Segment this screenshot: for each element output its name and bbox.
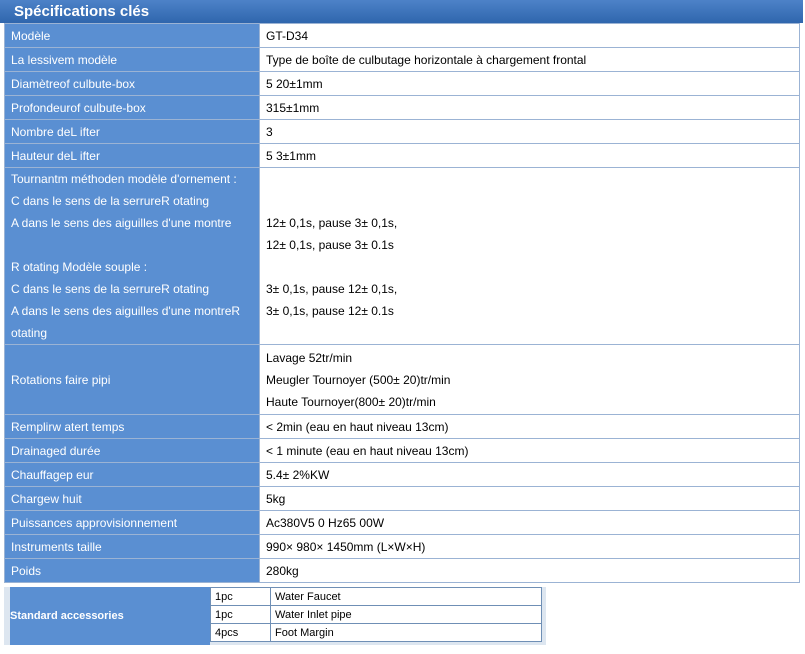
table-row <box>211 606 542 624</box>
rotation-value <box>260 168 800 345</box>
spec-value: 5.4± 2%KW <box>260 463 800 487</box>
spec-value: GT-D34 <box>260 24 800 48</box>
spec-value: 990× 980× 1450mm (L×W×H) <box>260 535 800 559</box>
rotation-label-line: C dans le sens de la serrureR otating <box>11 282 210 296</box>
rotation-value-line: 12± 0,1s, pause 3± 0.1s <box>266 238 394 252</box>
accessories-table <box>210 587 542 642</box>
spec-label: Profondeurof culbute-box <box>5 96 260 120</box>
rotation-label-line: Tournantm méthoden modèle d'ornement : <box>11 172 237 186</box>
table-row <box>211 624 542 642</box>
table-row <box>5 96 800 120</box>
spec-label: Chargew huit <box>5 487 260 511</box>
spec-label: Poids <box>5 559 260 583</box>
rotation-label-spacer <box>11 234 259 256</box>
accessory-qty: 1pc <box>211 588 271 606</box>
table-row <box>5 511 800 535</box>
speed-value-line: Meugler Tournoyer (500± 20)tr/min <box>266 372 451 387</box>
table-row <box>5 487 800 511</box>
spec-label: Instruments taille <box>5 535 260 559</box>
spec-label: Puissances approvisionnement <box>5 511 260 535</box>
spec-label: La lessivem modèle <box>5 48 260 72</box>
spec-label: Nombre deL ifter <box>5 120 260 144</box>
table-row-rotation <box>5 168 800 345</box>
spec-value: Type de boîte de culbutage horizontale à chargement frontal <box>260 48 800 72</box>
rotation-label-line: otating <box>11 326 48 340</box>
spec-label: Drainaged durée <box>5 439 260 463</box>
table-row <box>5 48 800 72</box>
spec-value: 315±1mm <box>260 96 800 120</box>
table-row-speed <box>5 345 800 415</box>
table-row <box>5 72 800 96</box>
rotation-label-line: A dans le sens des aiguilles d'une montre <box>11 216 232 230</box>
spec-label: Modèle <box>5 24 260 48</box>
rotation-value-line: 3± 0,1s, pause 12± 0,1s, <box>266 282 398 296</box>
accessories-section <box>4 587 546 645</box>
section-title: Spécifications clés <box>0 0 803 23</box>
table-row <box>5 144 800 168</box>
speed-value-line: Lavage 52tr/min <box>266 350 353 365</box>
table-row <box>5 535 800 559</box>
table-row <box>5 559 800 583</box>
accessory-name: Water Inlet pipe <box>271 606 542 624</box>
spec-value: < 1 minute (eau en haut niveau 13cm) <box>260 439 800 463</box>
accessory-name: Foot Margin <box>271 624 542 642</box>
speed-value-line: Haute Tournoyer(800± 20)tr/min <box>266 394 436 409</box>
table-row <box>5 439 800 463</box>
spec-label: Rotations faire pipi <box>5 345 260 415</box>
table-row <box>5 463 800 487</box>
accessory-qty: 4pcs <box>211 624 271 642</box>
spec-value: Ac380V5 0 Hz65 00W <box>260 511 800 535</box>
spec-label: Hauteur deL ifter <box>5 144 260 168</box>
spec-value: 3 <box>260 120 800 144</box>
accessory-qty: 1pc <box>211 606 271 624</box>
rotation-value-line: 12± 0,1s, pause 3± 0,1s, <box>266 216 398 230</box>
table-row <box>5 120 800 144</box>
spec-label: Chauffagep eur <box>5 463 260 487</box>
spec-label: Remplirw atert temps <box>5 415 260 439</box>
accessories-title: Standard accessories <box>10 587 210 645</box>
spec-value: 5 20±1mm <box>260 72 800 96</box>
table-row <box>5 24 800 48</box>
spec-table <box>4 23 800 583</box>
spec-label: Diamètreof culbute-box <box>5 72 260 96</box>
rotation-value-spacer <box>266 190 799 212</box>
rotation-label-line: R otating Modèle souple : <box>11 260 148 274</box>
spec-value: 280kg <box>260 559 800 583</box>
rotation-value-line: 3± 0,1s, pause 12± 0.1s <box>266 304 394 318</box>
accessory-name: Water Faucet <box>271 588 542 606</box>
rotation-label-line: C dans le sens de la serrureR otating <box>11 194 210 208</box>
table-row <box>5 415 800 439</box>
speed-value <box>260 345 800 415</box>
table-row <box>211 588 542 606</box>
spec-value: 5 3±1mm <box>260 144 800 168</box>
rotation-label <box>5 168 260 345</box>
spec-value: 5kg <box>260 487 800 511</box>
rotation-value-spacer <box>266 256 799 278</box>
spec-value: < 2min (eau en haut niveau 13cm) <box>260 415 800 439</box>
rotation-label-line: A dans le sens des aiguilles d'une montreR <box>11 304 241 318</box>
